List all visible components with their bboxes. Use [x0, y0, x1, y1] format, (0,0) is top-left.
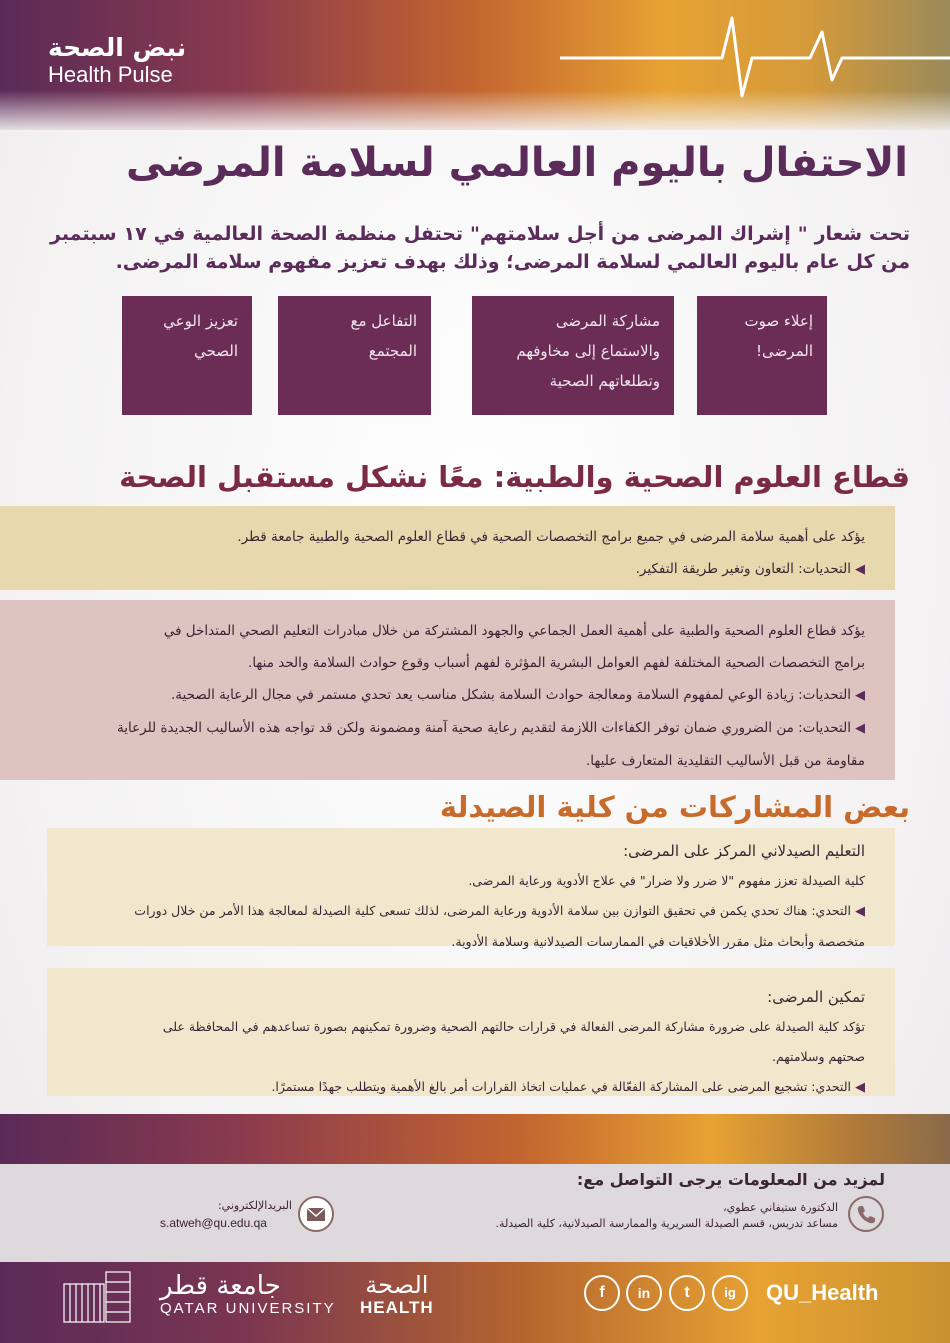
panel-bullet: ◀ التحديات: من الضروري ضمان توفر الكفاءات اللازمة لتقديم رعاية صحية آمنة ومضمونة ولكن قد تواجه هذه الأساليب الجديدة للرعاية — [20, 713, 865, 744]
panel-bullet: ◀ التحديات: التعاون وتغير طريقة التفكير. — [20, 556, 865, 583]
facebook-icon[interactable]: f — [584, 1275, 620, 1311]
panel-text: متخصصة وأبحاث مثل مقرر الأخلاقيات في الممارسات الصيدلانية وسلامة الأدوية. — [451, 934, 865, 949]
instagram-icon[interactable]: ig — [712, 1275, 748, 1311]
heartbeat-icon — [560, 10, 950, 100]
brand-english: Health Pulse — [48, 62, 173, 87]
contact-name: الدكتورة ستيفاني عطوي، — [723, 1201, 838, 1214]
email-link[interactable]: s.atweh@qu.edu.qa — [160, 1216, 267, 1230]
panel-text: تؤكد كلية الصيدلة على ضرورة مشاركة المرضى الفعالة في قرارات حالتهم الصحية وضرورة تمكينهم بصورة تساعدهم في المحافظة على — [162, 1019, 865, 1034]
panel-pharmacy-education — [47, 828, 895, 949]
theme-box-community: التفاعل مع المجتمع — [278, 296, 431, 415]
brand-arabic: نبض الصحة — [48, 33, 187, 62]
contact-person — [496, 1200, 838, 1232]
qu-logo-english: QATAR UNIVERSITY — [160, 1300, 336, 1317]
health-logo-arabic: الصحة — [365, 1271, 429, 1299]
panel-text: كلية الصيدلة تعزز مفهوم "لا ضرر ولا ضرار" في علاج الأدوية ورعاية المرضى. — [468, 873, 865, 888]
panel-text: يؤكد على أهمية سلامة المرضى في جميع برامج التخصصات الصحية في قطاع العلوم الصحية والطبية جامعة قطر. — [237, 529, 865, 545]
theme-box-awareness: تعزيز الوعي الصحي — [122, 296, 252, 415]
health-logo — [360, 1272, 434, 1318]
panel-health-sciences-2 — [0, 600, 895, 780]
contact-role: مساعد تدريس، قسم الصيدلة السريرية والممارسة الصيدلانية، كلية الصيدلة. — [495, 1217, 838, 1230]
health-pulse-brand — [48, 34, 186, 88]
email-label: البريدالإلكتروني: — [217, 1199, 292, 1212]
theme-box-voice: إعلاء صوت المرضى! — [697, 296, 827, 415]
panel-bullet: ◀ التحدي: تشجيع المرضى على المشاركة الفعّالة في عمليات اتخاذ القرارات أمر بالغ الأهمية ويتطلب جهدًا مستمرًا. — [67, 1072, 865, 1103]
social-handle[interactable]: QU_Health — [766, 1280, 879, 1305]
section-title-pharmacy: بعض المشاركات من كلية الصيدلة — [439, 790, 910, 824]
footer-band — [0, 1114, 950, 1164]
health-logo-english: HEALTH — [360, 1298, 434, 1317]
panel-text: برامج التخصصات الصحية المختلفة لفهم العوامل البشرية المؤثرة لفهم أسباب وقوع حوادث السلامة والحد منها. — [248, 655, 865, 671]
linkedin-icon[interactable]: in — [626, 1275, 662, 1311]
theme-boxes — [0, 296, 950, 416]
panel-heading: تمكين المرضى: — [767, 988, 865, 1006]
twitter-icon[interactable]: t — [669, 1275, 705, 1311]
qatar-university-logo — [160, 1272, 336, 1317]
panel-text: صحتهم وسلامتهم. — [772, 1049, 865, 1064]
contact-title: لمزيد من المعلومات يرجى التواصل مع: — [576, 1170, 885, 1189]
email-icon — [298, 1196, 334, 1232]
panel-text: مقاومة من قبل الأساليب التقليدية المتعارف عليها. — [586, 753, 865, 769]
panel-bullet: ◀ التحدي: هناك تحدي يكمن في تحقيق التوازن بين سلامة الأدوية ورعاية المرضى، لذلك تسعى كلية الصيدلة لمعالجة هذا الأمر من خلال دورات — [67, 896, 865, 927]
panel-bullet: ◀ التحديات: زيادة الوعي لمفهوم السلامة ومعالجة حوادث السلامة بشكل مناسب يعد تحدي مستمر في مجال الرعاية الصحية. — [20, 680, 865, 711]
qu-emblem-icon — [56, 1266, 136, 1326]
page-title: الاحتفال باليوم العالمي لسلامة المرضى — [126, 140, 908, 186]
intro-paragraph: تحت شعار " إشراك المرضى من أجل سلامتهم" تحتفل منظمة الصحة العالمية في ١٧ سبتمبر من كل عام باليوم العالمي لسلامة المرضى؛ وذلك بهدف تعزيز مفهوم سلامة المرضى. — [50, 223, 910, 273]
panel-text: يؤكد قطاع العلوم الصحية والطبية على أهمية العمل الجماعي والجهود المشتركة من خلال مبادرات التعليم الصحي المتداخل في — [163, 623, 865, 639]
phone-icon — [848, 1196, 884, 1232]
section-title-health-sciences: قطاع العلوم الصحية والطبية: معًا نشكل مستقبل الصحة — [119, 460, 910, 494]
panel-heading: التعليم الصيدلاني المركز على المرضى: — [623, 842, 865, 860]
qu-logo-arabic: جامعة قطر — [160, 1271, 281, 1301]
panel-patient-empowerment — [47, 968, 895, 1096]
theme-box-engagement: مشاركة المرضى والاستماع إلى مخاوفهم وتطلعاتهم الصحية — [472, 296, 674, 415]
panel-health-sciences-1 — [0, 506, 895, 590]
